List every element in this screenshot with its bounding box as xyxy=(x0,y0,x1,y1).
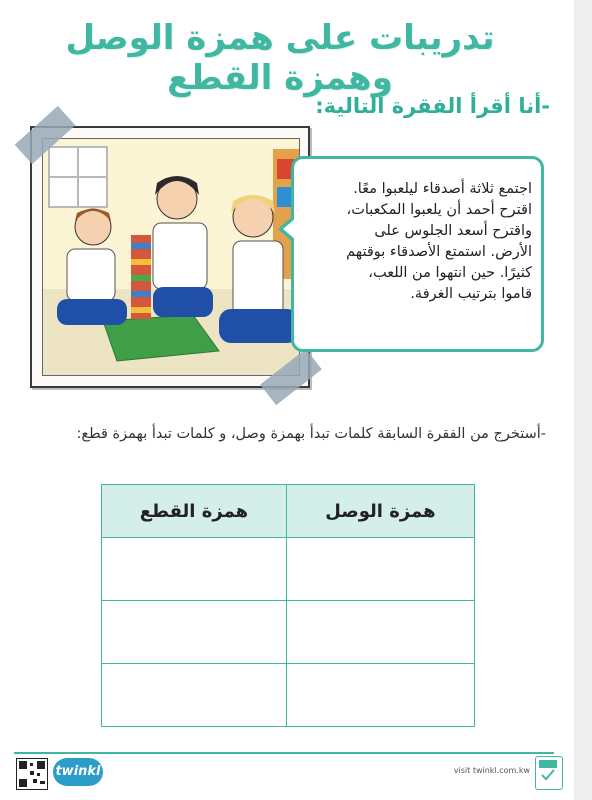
answer-table xyxy=(101,484,475,727)
answer-cell[interactable] xyxy=(102,601,287,664)
qr-code-icon xyxy=(16,758,48,790)
quality-badge-icon xyxy=(535,756,563,790)
passage-line: قاموا بترتيب الغرفة. xyxy=(410,286,532,302)
children-playing-illustration xyxy=(43,139,299,375)
passage-line: اقترح أحمد أن يلعبوا المكعبات، xyxy=(346,202,532,218)
section-heading: -أنا أقرأ الفقرة التالية: xyxy=(315,94,550,118)
illustration-frame xyxy=(30,126,310,388)
passage-text xyxy=(306,179,532,305)
footer-divider xyxy=(14,752,554,754)
answer-cell[interactable] xyxy=(286,538,474,601)
exercise-instruction: -أستخرج من الفقرة السابقة كلمات تبدأ بهمزة وصل، و كلمات تبدأ بهمزة قطع: xyxy=(76,426,546,442)
footer-url: visit twinkl.com.kw xyxy=(453,766,530,775)
twinkl-logo-icon: twinkl xyxy=(53,758,103,786)
answer-cell[interactable] xyxy=(102,538,287,601)
table-row xyxy=(102,664,475,727)
passage-box xyxy=(291,156,544,352)
table-header-row xyxy=(102,485,475,538)
page-edge xyxy=(574,0,592,800)
passage-line: اجتمع ثلاثة أصدقاء ليلعبوا معًا. xyxy=(353,181,532,197)
passage-line: الأرض. استمتع الأصدقاء بوقتهم xyxy=(346,244,532,260)
answer-cell[interactable] xyxy=(286,664,474,727)
illustration-image xyxy=(42,138,300,376)
passage-line: كثيرًا. حين انتهوا من اللعب، xyxy=(368,265,532,281)
column-header-wasl: همزة الوصل xyxy=(286,485,474,538)
column-header-qat: همزة القطع xyxy=(102,485,287,538)
page-title: تدريبات على همزة الوصل وهمزة القطع xyxy=(65,18,495,98)
passage-line: واقترح أسعد الجلوس على xyxy=(374,223,532,239)
answer-cell[interactable] xyxy=(102,664,287,727)
answer-cell[interactable] xyxy=(286,601,474,664)
table-row xyxy=(102,601,475,664)
table-row xyxy=(102,538,475,601)
